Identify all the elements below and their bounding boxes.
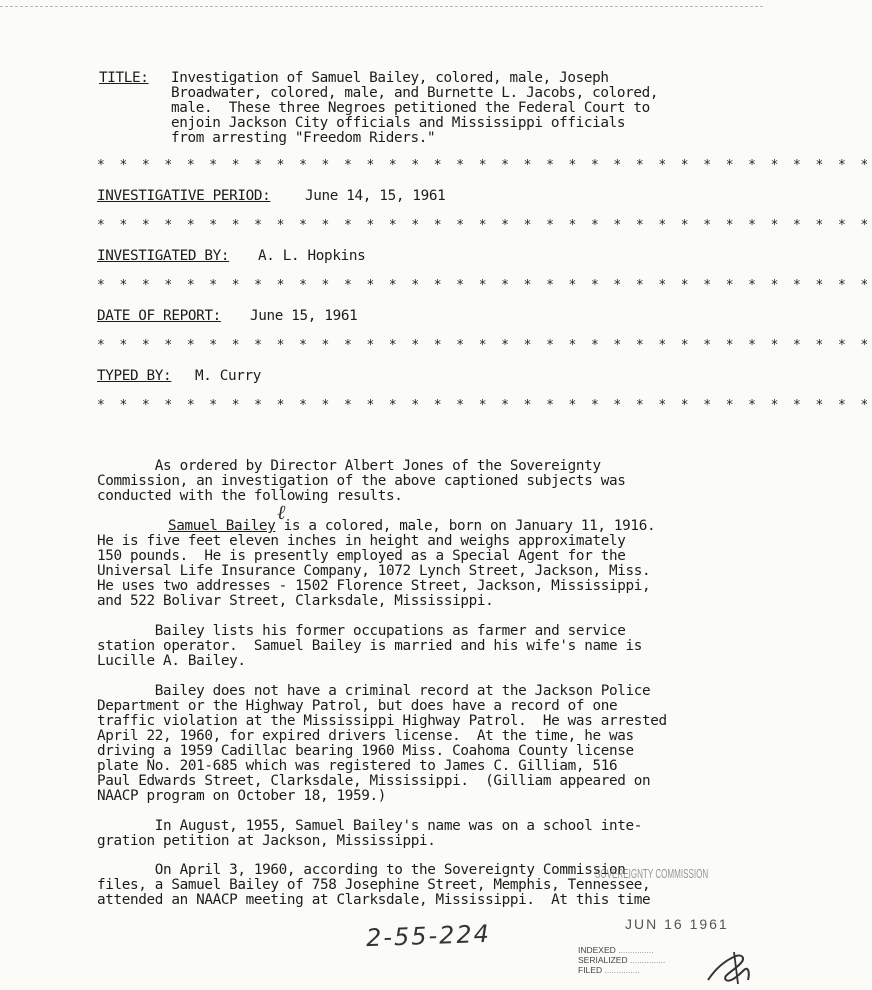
para6-line-3: attended an NAACP meeting at Clarksdale, Mississippi. At this time <box>97 892 651 908</box>
para1-line-3: conducted with the following results. <box>97 488 403 504</box>
period-value: June 14, 15, 1961 <box>305 188 446 204</box>
page-top-edge <box>0 6 763 7</box>
stamp-date: JUN 16 1961 <box>625 916 729 932</box>
separator-3: * * * * * * * * * * * * * * * * * * * * * * * * * * * * * * * * * * * <box>97 278 872 293</box>
stamp-agency: SOVEREIGNTY COMMISSION <box>595 866 709 881</box>
para2-line-6: and 522 Bolivar Street, Clarksdale, Mississippi. <box>97 593 494 609</box>
typed-by-value: M. Curry <box>195 368 262 384</box>
para2-line-4: Universal Life Insurance Company, 1072 Lynch Street, Jackson, Miss. <box>97 563 651 579</box>
para6-line-1: On April 3, 1960, according to the Sovereignty Commission <box>97 862 626 878</box>
handwritten-check-icon: ℓ <box>277 500 286 524</box>
index-label-indexed: INDEXED ..... <box>578 945 665 955</box>
report-date-label: DATE OF REPORT: <box>97 308 221 324</box>
separator-2: * * * * * * * * * * * * * * * * * * * * * * * * * * * * * * * * * * * <box>97 218 872 233</box>
handwritten-initials-icon <box>704 950 754 986</box>
title-line-5: from arresting "Freedom Riders." <box>171 130 436 146</box>
para4-line-8: NAACP program on October 18, 1959.) <box>97 788 387 804</box>
para4-line-5: driving a 1959 Cadillac bearing 1960 Miss. Coahoma County license <box>97 743 634 759</box>
para2-line-1 <box>168 519 655 534</box>
para4-line-3: traffic violation at the Mississippi Highway Patrol. He was arrested <box>97 713 667 729</box>
para4-line-1: Bailey does not have a criminal record at the Jackson Police <box>97 683 651 699</box>
title-line-2: Broadwater, colored, male, and Burnette L. Jacobs, colored, <box>171 85 659 101</box>
index-label-filed: FILED ..... <box>578 965 665 975</box>
para3-line-2: station operator. Samuel Bailey is married and his wife's name is <box>97 638 642 654</box>
para1-line-2: Commission, an investigation of the above captioned subjects was <box>97 473 626 489</box>
report-date-value: June 15, 1961 <box>250 308 358 324</box>
separator-1: * * * * * * * * * * * * * * * * * * * * * * * * * * * * * * * * * * * <box>97 158 872 173</box>
para6-line-2: files, a Samuel Bailey of 758 Josephine Street, Memphis, Tennessee, <box>97 877 651 893</box>
separator-5: * * * * * * * * * * * * * * * * * * * * * * * * * * * * * * * * * * * <box>97 398 872 413</box>
title-label: TITLE: <box>99 70 149 86</box>
investigator-label: INVESTIGATED BY: <box>97 248 230 264</box>
para2-line-5: He uses two addresses - 1502 Florence Street, Jackson, Mississippi, <box>97 578 651 594</box>
index-stamp-box <box>578 945 665 975</box>
para4-line-2: Department or the Highway Patrol, but does have a record of one <box>97 698 618 714</box>
subject-name: Samuel Bailey <box>168 518 276 534</box>
para2-line-3: 150 pounds. He is presently employed as a Special Agent for the <box>97 548 626 564</box>
period-label: INVESTIGATIVE PERIOD: <box>97 188 271 204</box>
para1-line-1: As ordered by Director Albert Jones of the Sovereignty <box>97 458 601 474</box>
index-label-serialized: SERIALIZED ..... <box>578 955 665 965</box>
typed-by-label: TYPED BY: <box>97 368 172 384</box>
para4-line-6: plate No. 201-685 which was registered to James C. Gilliam, 516 <box>97 758 618 774</box>
para2-line-2: He is five feet eleven inches in height and weighs approximately <box>97 533 626 549</box>
para4-line-4: April 22, 1960, for expired drivers license. At the time, he was <box>97 728 634 744</box>
title-line-3: male. These three Negroes petitioned the Federal Court to <box>171 100 650 116</box>
para2-line-1-rest: is a colored, male, born on January 11, 1916. <box>275 518 656 534</box>
title-line-1: Investigation of Samuel Bailey, colored, male, Joseph <box>171 70 609 86</box>
investigator-value: A. L. Hopkins <box>258 248 366 264</box>
title-line-4: enjoin Jackson City officials and Mississippi officials <box>171 115 626 131</box>
file-number: 2-55-224 <box>365 919 492 953</box>
separator-4: * * * * * * * * * * * * * * * * * * * * * * * * * * * * * * * * * * * <box>97 338 872 353</box>
para4-line-7: Paul Edwards Street, Clarksdale, Mississippi. (Gilliam appeared on <box>97 773 651 789</box>
para5-line-2: gration petition at Jackson, Mississippi. <box>97 833 436 849</box>
para3-line-1: Bailey lists his former occupations as farmer and service <box>97 623 626 639</box>
para3-line-3: Lucille A. Bailey. <box>97 653 246 669</box>
para5-line-1: In August, 1955, Samuel Bailey's name was on a school inte- <box>97 818 642 834</box>
